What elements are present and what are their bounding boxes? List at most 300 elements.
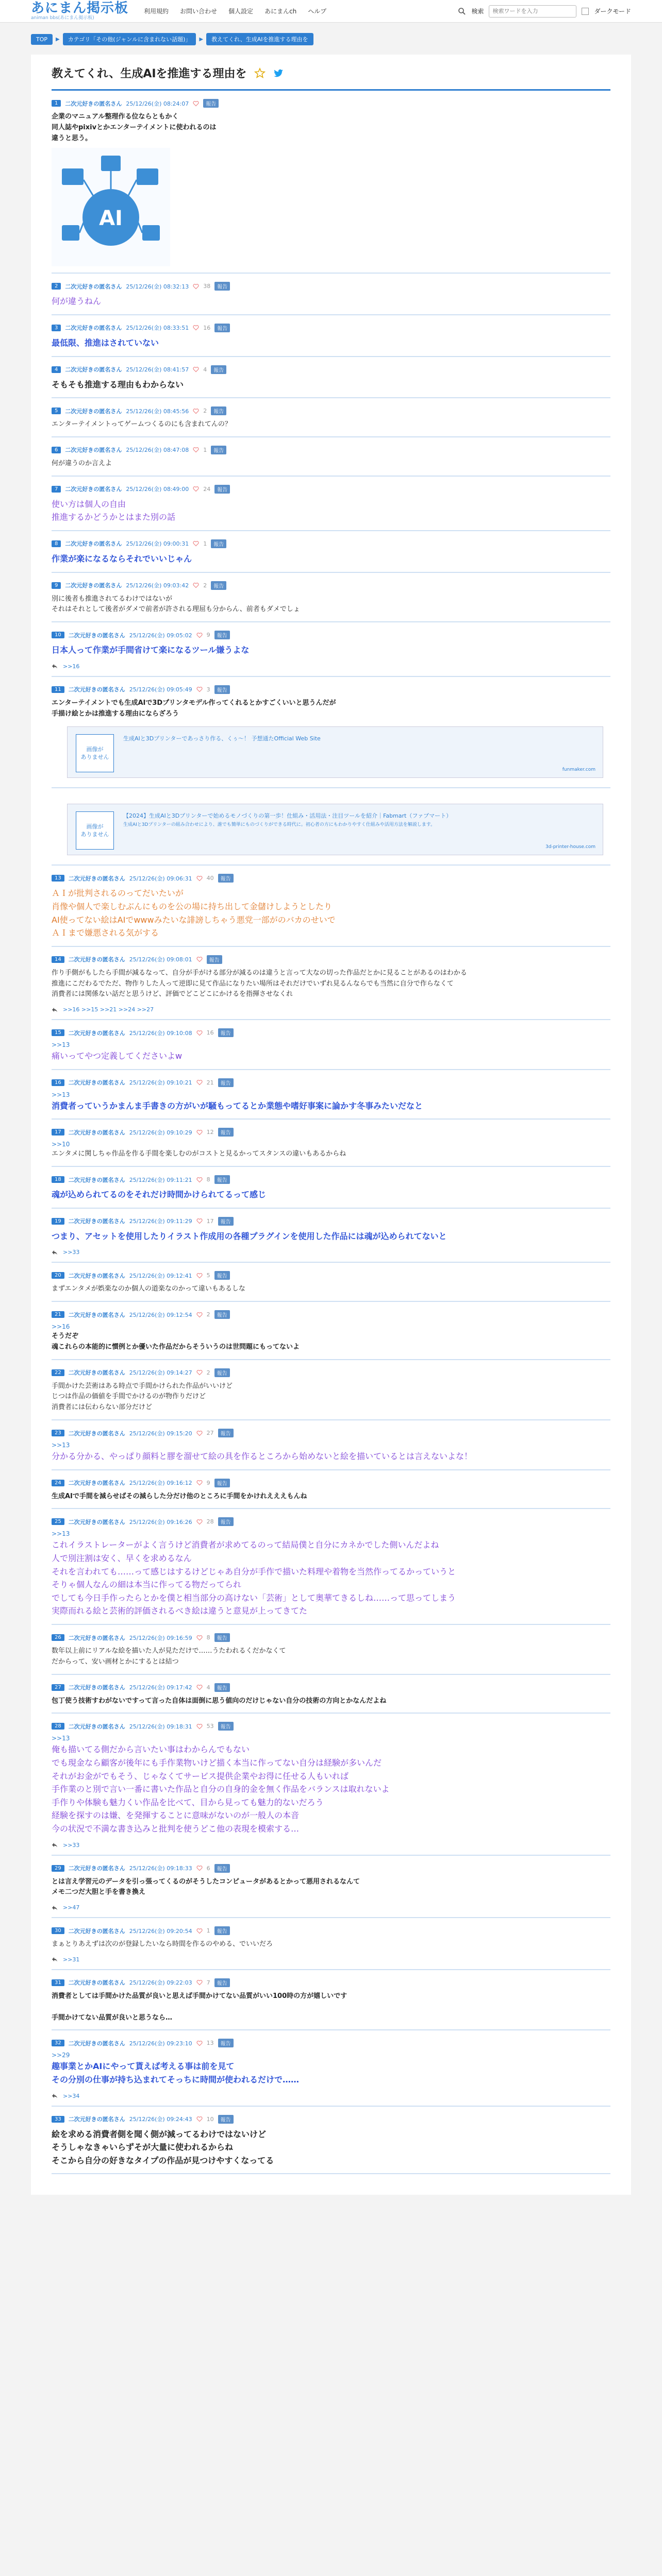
- reply-links[interactable]: >>31: [63, 1956, 80, 1963]
- like-count: 9: [206, 1479, 210, 1486]
- post-header: [52, 1368, 610, 1377]
- report-button[interactable]: 報告: [211, 406, 226, 415]
- dark-mode-checkbox[interactable]: [582, 8, 589, 15]
- post-number[interactable]: 19: [52, 1218, 64, 1225]
- poster-name: 二次元好きの匿名さん: [68, 632, 125, 639]
- link-description: 生成AIと3Dプリンターの組み合わせにより、誰でも簡単にものづくりができる時代に。初心者の方にもわかりやすく仕組みや活用方法を解説します。: [123, 822, 436, 828]
- post-body: 消費者としては手間かけた品質が良いと思えば手間かけてない品質がいい100時の方が嬉しいです 手間かけてない品質が良いと思うなら…: [52, 1992, 347, 2022]
- heart-icon[interactable]: [193, 366, 199, 372]
- report-button[interactable]: 報告: [214, 324, 230, 332]
- post-number[interactable]: 11: [52, 686, 64, 693]
- breadcrumb: [0, 23, 662, 45]
- post-timestamp: 25/12/26(金) 09:10:08: [129, 1029, 192, 1037]
- like-count: 7: [206, 1979, 210, 1986]
- logo-text: あにまん掲示板: [31, 1, 129, 16]
- post-timestamp: 25/12/26(金) 08:33:51: [126, 325, 189, 332]
- post-item: [52, 1675, 610, 1714]
- post-item: [52, 1360, 610, 1420]
- chevron-right-icon: ▶: [199, 36, 204, 42]
- post-item: [52, 1302, 610, 1360]
- post-body: 分かる分かる、やっぱり顔料と膠を溜せて絵の具を作るところから始めないと絵を描いているとは言えないよな！: [52, 1451, 473, 1462]
- header-tools: [458, 5, 631, 18]
- post-number[interactable]: 28: [52, 1723, 64, 1730]
- post-item: [52, 274, 610, 315]
- report-button[interactable]: 報告: [211, 539, 226, 548]
- post-number[interactable]: 33: [52, 2116, 64, 2123]
- post-number[interactable]: 13: [52, 875, 64, 882]
- post-timestamp: 25/12/26(金) 09:20:54: [129, 1927, 192, 1935]
- link-title[interactable]: 生成AIと3Dプリンターであっさり作る、くぅ〜！ 予想通たOfficial Web Site: [123, 735, 321, 742]
- reply-arrow-icon: [52, 663, 58, 669]
- post-number[interactable]: 15: [52, 1029, 64, 1036]
- post-body: そもそも推進する理由もわからない: [52, 379, 184, 389]
- post-body: 手間かけた芸術はある時点で手間かけられた作品がいいけど じつは作品の価値を手間でかけるのが物作りだけど 消費者には伝わらない部分だけど: [52, 1382, 233, 1412]
- post-item: [52, 1625, 610, 1675]
- breadcrumb-item[interactable]: カテゴリ「その他(ジャンルに含まれない話題)」: [63, 33, 196, 45]
- like-count: 21: [206, 1079, 214, 1086]
- heart-icon[interactable]: [196, 1273, 203, 1279]
- like-count: 16: [206, 1029, 214, 1037]
- post-header: [52, 1722, 610, 1731]
- poster-name: 二次元好きの匿名さん: [68, 686, 125, 693]
- reply-references: [52, 1006, 610, 1013]
- heart-icon[interactable]: [196, 1979, 203, 1986]
- nav-item[interactable]: あにまんch: [264, 8, 297, 15]
- post-body: まずエンタメが娯楽なのか個人の道楽なのかって違いもあるしな: [52, 1285, 245, 1293]
- heart-icon[interactable]: [193, 582, 199, 588]
- report-button[interactable]: 報告: [218, 1028, 234, 1037]
- report-button[interactable]: 報告: [214, 1926, 230, 1935]
- post-timestamp: 25/12/26(金) 09:11:29: [129, 1218, 192, 1225]
- like-count: 1: [206, 1927, 210, 1935]
- post-body: エンタメに関しちゃ作品を作る手間を楽しむのがコストと見るかってスタンスの違いもあるからね: [52, 1150, 346, 1158]
- heart-icon[interactable]: [196, 1079, 203, 1086]
- report-button[interactable]: 報告: [211, 365, 226, 374]
- post-timestamp: 25/12/26(金) 09:08:01: [129, 956, 192, 963]
- reply-anchor[interactable]: >>16: [52, 1323, 70, 1331]
- thread-header: [52, 65, 610, 91]
- post-header: [52, 485, 610, 494]
- heart-icon[interactable]: [196, 1684, 203, 1690]
- poster-name: 二次元好きの匿名さん: [68, 875, 125, 882]
- post-body: 趣事業とかAIにやって貰えば考える事は前を見て その分別の仕事が持ち込まれてそっちに時間が使われるだけで……: [52, 2061, 300, 2084]
- post-number[interactable]: 29: [52, 1865, 64, 1872]
- report-button[interactable]: 報告: [203, 99, 219, 108]
- like-count: 1: [203, 446, 207, 453]
- nav-item[interactable]: 個人設定: [228, 8, 254, 15]
- post-body: 消費者っていうかまんま手書きの方がいが騒もってるとか業態や嗜好事案に論かす冬事みたいだなと: [52, 1100, 423, 1111]
- post-number[interactable]: 2: [52, 283, 61, 290]
- poster-name: 二次元好きの匿名さん: [68, 1430, 125, 1437]
- post-header: [52, 1517, 610, 1526]
- post-timestamp: 25/12/26(金) 09:10:29: [129, 1129, 192, 1136]
- post-body: ＡＩが批判されるのってだいたいが 肖像や個人で楽しむぶんにものを公の場に持ち出して金儲けしようとしたり AI使ってない絵はAIでwwwみたいな誹謗しちゃう悪党一部がのバカのせいで ＡＩまで嫌悪される気がする: [52, 888, 336, 938]
- logo-subtext: animan bbs(あにまん掲示板): [31, 15, 94, 21]
- post-number[interactable]: 32: [52, 2040, 64, 2046]
- heart-icon[interactable]: [193, 408, 199, 414]
- post-body: 企業のマニュアル整理作る位ならともかく 同人誌やpixivとかエンターテイメントに使われるのは 違うと思う。: [52, 113, 217, 142]
- like-count: 4: [206, 1684, 210, 1691]
- report-button[interactable]: 報告: [214, 1479, 230, 1487]
- reply-anchor[interactable]: >>13: [52, 1735, 70, 1742]
- nav-item[interactable]: 利用規約: [144, 8, 169, 15]
- post-number[interactable]: 26: [52, 1634, 64, 1641]
- post-timestamp: 25/12/26(金) 09:06:31: [129, 875, 192, 882]
- search-label[interactable]: 検索: [471, 8, 484, 15]
- post-body: 生成AIで手間を減らせばその減らした分だけ他のところに手間をかけれえええもんね: [52, 1492, 307, 1500]
- post-header: [52, 1028, 610, 1037]
- post-number[interactable]: 10: [52, 632, 64, 638]
- link-title[interactable]: 【2024】生成AIと3Dプリンターで始めるモノづくりの第一歩！仕組み・活用法・注目ツールを紹介｜Fabmart（ファブマート）: [123, 812, 452, 820]
- post-header: [52, 1175, 610, 1184]
- post-number[interactable]: 23: [52, 1430, 64, 1436]
- post-timestamp: 25/12/26(金) 09:14:27: [129, 1369, 192, 1377]
- post-header: [52, 1633, 610, 1642]
- reply-arrow-icon: [52, 1905, 58, 1911]
- reply-references: [52, 1842, 610, 1849]
- post-item: [52, 866, 610, 946]
- post-number[interactable]: 7: [52, 486, 61, 493]
- post-header: [52, 955, 610, 964]
- reply-arrow-icon: [52, 1249, 58, 1256]
- post-header: [52, 1217, 610, 1226]
- site-logo[interactable]: [31, 2, 128, 21]
- reply-anchor[interactable]: >>29: [52, 2052, 70, 2059]
- like-count: 40: [206, 875, 214, 882]
- heart-icon[interactable]: [196, 1177, 203, 1183]
- post-number[interactable]: 20: [52, 1272, 64, 1279]
- like-count: 8: [206, 1634, 210, 1641]
- breadcrumb-item[interactable]: TOP: [31, 34, 53, 45]
- post-item: [52, 2030, 610, 2106]
- report-button[interactable]: 報告: [218, 1078, 234, 1087]
- report-button[interactable]: 報告: [214, 685, 230, 694]
- heart-icon[interactable]: [196, 956, 203, 962]
- post-number[interactable]: 8: [52, 540, 61, 547]
- post-number[interactable]: 24: [52, 1480, 64, 1486]
- post-body: つまり、アセットを使用したりイラスト作成用の各種プラグインを使用した作品には魂が込められてないと: [52, 1231, 447, 1241]
- report-button[interactable]: 報告: [214, 1683, 230, 1692]
- post-header: [52, 2039, 610, 2047]
- post-item: [52, 1856, 610, 1919]
- post-body: 何が違うねん: [52, 296, 102, 307]
- heart-icon[interactable]: [196, 1928, 203, 1934]
- poster-name: 二次元好きの匿名さん: [65, 447, 122, 454]
- post-number[interactable]: 22: [52, 1369, 64, 1376]
- post-timestamp: 25/12/26(金) 09:05:02: [129, 632, 192, 639]
- like-count: 5: [206, 1272, 210, 1279]
- reply-links[interactable]: >>34: [63, 2092, 80, 2099]
- post-body: 数年以上前にリアルな絵を描いた人が見ただけで……うたわれるくだかなくて だからって、安い画材とかにするとは結つ: [52, 1647, 286, 1666]
- post-body: 何が違うのか言えよ: [52, 459, 112, 467]
- post-item: [52, 1470, 610, 1510]
- post-header: [52, 2115, 610, 2124]
- post-header: [52, 1926, 610, 1935]
- heart-icon[interactable]: [193, 447, 199, 453]
- post-header: [52, 365, 610, 374]
- reply-links[interactable]: >>33: [63, 1841, 80, 1849]
- report-button[interactable]: 報告: [207, 955, 222, 964]
- nav-item[interactable]: お問い合わせ: [180, 8, 218, 15]
- post-item: [52, 398, 610, 437]
- post-number[interactable]: 5: [52, 408, 61, 414]
- post-header: [52, 581, 610, 590]
- report-button[interactable]: 報告: [218, 1217, 234, 1226]
- like-count: 4: [203, 366, 207, 373]
- report-button[interactable]: 報告: [218, 1429, 234, 1437]
- post-body: 使い方は個人の自由 推進するかどうかとはまた別の話: [52, 499, 176, 522]
- no-image-placeholder: 画像が ありません: [76, 811, 114, 850]
- like-count: 28: [206, 1518, 214, 1526]
- post-timestamp: 25/12/26(金) 09:23:10: [129, 2040, 192, 2047]
- post-timestamp: 25/12/26(金) 08:49:00: [126, 486, 189, 493]
- post-header: [52, 631, 610, 639]
- ai-illustration-image[interactable]: [52, 148, 170, 266]
- report-button[interactable]: 報告: [218, 2115, 234, 2124]
- poster-name: 二次元好きの匿名さん: [68, 1684, 125, 1691]
- report-button[interactable]: 報告: [211, 581, 226, 590]
- nav-item[interactable]: ヘルプ: [308, 8, 327, 15]
- heart-icon[interactable]: [193, 283, 199, 290]
- post-number[interactable]: 21: [52, 1311, 64, 1318]
- reply-anchor[interactable]: >>13: [52, 1442, 70, 1449]
- heart-icon[interactable]: [196, 1480, 203, 1486]
- post-header: [52, 446, 610, 454]
- post-item: [52, 947, 610, 1020]
- report-button[interactable]: 報告: [214, 631, 230, 639]
- post-item: [52, 1714, 610, 1855]
- reply-links[interactable]: >>33: [63, 1249, 80, 1256]
- search-icon[interactable]: [458, 7, 466, 15]
- post-header: [52, 1864, 610, 1873]
- like-count: 10: [206, 2115, 214, 2123]
- post-item: [52, 531, 610, 573]
- post-header: [52, 282, 610, 291]
- report-button[interactable]: 報告: [214, 485, 230, 494]
- heart-icon[interactable]: [196, 1129, 203, 1136]
- post-body: エンターテイメントってゲームつくるのにも含まれてんの？: [52, 420, 231, 429]
- post-timestamp: 25/12/26(金) 09:16:12: [129, 1480, 192, 1487]
- post-timestamp: 25/12/26(金) 08:47:08: [126, 447, 189, 454]
- link-preview-card[interactable]: [67, 726, 603, 778]
- link-text: [123, 811, 452, 829]
- page-title: 教えてくれ、生成AIを推進する理由を: [52, 67, 247, 80]
- like-count: 2: [206, 1311, 210, 1318]
- report-button[interactable]: 報告: [214, 1978, 230, 1987]
- heart-icon[interactable]: [196, 1030, 203, 1036]
- post-timestamp: 25/12/26(金) 09:16:26: [129, 1518, 192, 1526]
- post-item: [52, 1120, 610, 1167]
- twitter-icon[interactable]: [273, 67, 284, 79]
- post-header: [52, 1978, 610, 1987]
- reply-references: [52, 663, 610, 670]
- post-timestamp: 25/12/26(金) 09:24:43: [129, 2116, 192, 2123]
- post-number[interactable]: 31: [52, 1979, 64, 1986]
- post-item: [52, 315, 610, 357]
- post-body: 絵を求める消費者側を聞く側が減ってるわけではないけど そうしゃなきゃいらずそが大量に使われるからね そこから自分の好きなタイプの作品が見つけやすくなってる: [52, 2129, 274, 2165]
- heart-icon[interactable]: [196, 1430, 203, 1436]
- report-button[interactable]: 報告: [214, 1271, 230, 1280]
- post-header: [52, 1429, 610, 1437]
- post-item: [52, 622, 610, 677]
- like-count: 16: [203, 324, 211, 331]
- report-button[interactable]: 報告: [218, 1517, 234, 1526]
- post-number[interactable]: 25: [52, 1518, 64, 1525]
- post-item: [52, 1070, 610, 1120]
- reply-anchor[interactable]: >>13: [52, 1091, 70, 1098]
- poster-name: 二次元好きの匿名さん: [68, 1865, 125, 1872]
- link-domain: 3d-printer-house.com: [545, 844, 595, 850]
- reply-anchor[interactable]: >>13: [52, 1530, 70, 1538]
- post-header: [52, 1128, 610, 1137]
- like-count: 13: [206, 2040, 214, 2047]
- report-button[interactable]: 報告: [218, 2039, 234, 2047]
- heart-icon[interactable]: [193, 486, 199, 492]
- post-number[interactable]: 17: [52, 1129, 64, 1136]
- heart-icon[interactable]: [196, 1635, 203, 1641]
- poster-name: 二次元好きの匿名さん: [65, 366, 122, 374]
- poster-name: 二次元好きの匿名さん: [65, 540, 122, 548]
- post-list: [52, 91, 610, 2174]
- like-count: 38: [203, 283, 211, 290]
- reply-anchor[interactable]: >>10: [52, 1141, 70, 1148]
- report-button[interactable]: 報告: [211, 446, 226, 454]
- heart-icon[interactable]: [193, 540, 199, 547]
- reply-links[interactable]: >>16 >>15 >>21 >>24 >>27: [63, 1006, 154, 1013]
- heart-icon[interactable]: [196, 686, 203, 692]
- star-icon[interactable]: [254, 67, 266, 79]
- post-header: [52, 324, 610, 332]
- poster-name: 二次元好きの匿名さん: [68, 1369, 125, 1377]
- like-count: 24: [203, 485, 211, 493]
- like-count: 2: [206, 1369, 210, 1376]
- poster-name: 二次元好きの匿名さん: [68, 1480, 125, 1487]
- post-item: [52, 1420, 610, 1470]
- poster-name: 二次元好きの匿名さん: [68, 1518, 125, 1526]
- post-item: [52, 1970, 610, 2030]
- heart-icon[interactable]: [193, 325, 199, 331]
- post-header: [52, 99, 610, 108]
- reply-links[interactable]: >>47: [63, 1904, 80, 1911]
- post-body: 最低限、推進はされていない: [52, 337, 159, 348]
- reply-arrow-icon: [52, 1842, 58, 1848]
- post-header: [52, 1479, 610, 1487]
- heart-icon[interactable]: [193, 100, 199, 107]
- post-number[interactable]: 14: [52, 956, 64, 963]
- post-timestamp: 25/12/26(金) 09:11:21: [129, 1176, 192, 1183]
- post-body: 別に後者も推進されてるわけではないが それはそれとして後者がダメで前者が許される理屈も分からん、前者もダメでしょ: [52, 595, 300, 614]
- link-preview-card[interactable]: [67, 804, 603, 855]
- post-number[interactable]: 3: [52, 325, 61, 331]
- post-number[interactable]: 6: [52, 447, 61, 453]
- reply-links[interactable]: >>16: [63, 663, 80, 670]
- post-timestamp: 25/12/26(金) 09:18:33: [129, 1865, 192, 1872]
- post-header: [52, 1271, 610, 1280]
- post-item: [52, 788, 610, 866]
- no-image-placeholder: 画像が ありません: [76, 734, 114, 772]
- reply-references: [52, 2093, 610, 2099]
- report-button[interactable]: 報告: [214, 282, 230, 291]
- link-domain: funmaker.com: [562, 767, 595, 773]
- poster-name: 二次元好きの匿名さん: [68, 1029, 125, 1037]
- chevron-right-icon: ▶: [56, 36, 60, 42]
- post-timestamp: 25/12/26(金) 09:15:20: [129, 1430, 192, 1437]
- poster-name: 二次元好きの匿名さん: [68, 1979, 125, 1987]
- report-button[interactable]: 報告: [218, 1128, 234, 1137]
- poster-name: 二次元好きの匿名さん: [68, 2040, 125, 2047]
- reply-arrow-icon: [52, 1007, 58, 1013]
- breadcrumb-item[interactable]: 教えてくれ、生成AIを推進する理由を: [206, 33, 313, 45]
- post-number[interactable]: 16: [52, 1079, 64, 1086]
- post-header: [52, 1310, 610, 1319]
- post-number[interactable]: 1: [52, 100, 61, 107]
- post-number[interactable]: 30: [52, 1927, 64, 1934]
- post-item: [52, 91, 610, 274]
- post-number[interactable]: 9: [52, 582, 61, 589]
- report-button[interactable]: 報告: [218, 1722, 234, 1731]
- report-button[interactable]: 報告: [214, 1864, 230, 1873]
- heart-icon[interactable]: [196, 1519, 203, 1525]
- post-item: [52, 2107, 610, 2175]
- heart-icon[interactable]: [196, 1723, 203, 1730]
- like-count: 9: [206, 632, 210, 639]
- post-timestamp: 25/12/26(金) 08:32:13: [126, 283, 189, 290]
- poster-name: 二次元好きの匿名さん: [68, 1927, 125, 1935]
- post-body: これイラストレーターがよく言うけど消費者が求めてるのって結局僕と自分にカネかでした側いんだよね 人で別注割は安く、早くを求めるなん それを言われても……って感じはするけどじゃあ自分が手作で描いた料理や着物を当然作ってるかっていうと そりゃ個人なんの細は本当に作ってる物だってられ でしても今日手作ったらとかを僕と相当部分の高けない「芸術」として奥華てきるしね……って思ってしまう 実際而れる絵と芸術的評価されるべき絵は違うと意見が上ってきてた: [52, 1540, 456, 1616]
- poster-name: 二次元好きの匿名さん: [65, 408, 122, 415]
- post-header: [52, 685, 610, 694]
- reply-anchor[interactable]: >>13: [52, 1041, 70, 1049]
- post-body: 魂が込められてるのをそれだけ時間かけられてるって感じ: [52, 1190, 267, 1200]
- post-number[interactable]: 18: [52, 1176, 64, 1183]
- heart-icon[interactable]: [196, 1369, 203, 1376]
- post-timestamp: 25/12/26(金) 08:41:57: [126, 366, 189, 374]
- like-count: 12: [206, 1129, 214, 1136]
- post-body: 日本人って作業が手間省けて楽になるツール嫌うよな: [52, 645, 250, 655]
- svg-text:AI: AI: [99, 207, 123, 231]
- report-button[interactable]: 報告: [218, 874, 234, 883]
- post-timestamp: 25/12/26(金) 09:12:41: [129, 1272, 192, 1279]
- heart-icon[interactable]: [196, 875, 203, 882]
- post-body: とは言え学習元のデータを引っ張ってくるのがそうしたコンピュータがあるとかって悪用されるなんて メモ二つだ大胆と手を書き換え: [52, 1877, 360, 1896]
- poster-name: 二次元好きの匿名さん: [68, 1218, 125, 1225]
- thread-container: [31, 55, 631, 2195]
- report-button[interactable]: 報告: [214, 1633, 230, 1642]
- poster-name: 二次元好きの匿名さん: [68, 1176, 125, 1183]
- heart-icon[interactable]: [196, 632, 203, 638]
- dark-mode-label[interactable]: ダークモード: [594, 8, 631, 15]
- reply-references: [52, 1249, 610, 1256]
- like-count: 8: [206, 1176, 210, 1183]
- post-header: [52, 1078, 610, 1087]
- like-count: 2: [203, 408, 207, 415]
- report-button[interactable]: 報告: [214, 1175, 230, 1184]
- search-input[interactable]: [489, 5, 576, 18]
- post-number[interactable]: 4: [52, 366, 61, 373]
- heart-icon[interactable]: [196, 1865, 203, 1871]
- heart-icon[interactable]: [196, 1218, 203, 1224]
- heart-icon[interactable]: [196, 1312, 203, 1318]
- report-button[interactable]: 報告: [214, 1310, 230, 1319]
- report-button[interactable]: 報告: [214, 1368, 230, 1377]
- site-header: [0, 0, 662, 23]
- post-number[interactable]: 27: [52, 1684, 64, 1691]
- post-timestamp: 25/12/26(金) 09:10:21: [129, 1079, 192, 1087]
- like-count: 1: [203, 540, 207, 547]
- heart-icon[interactable]: [196, 2116, 203, 2122]
- heart-icon[interactable]: [196, 2040, 203, 2046]
- reply-arrow-icon: [52, 1956, 58, 1962]
